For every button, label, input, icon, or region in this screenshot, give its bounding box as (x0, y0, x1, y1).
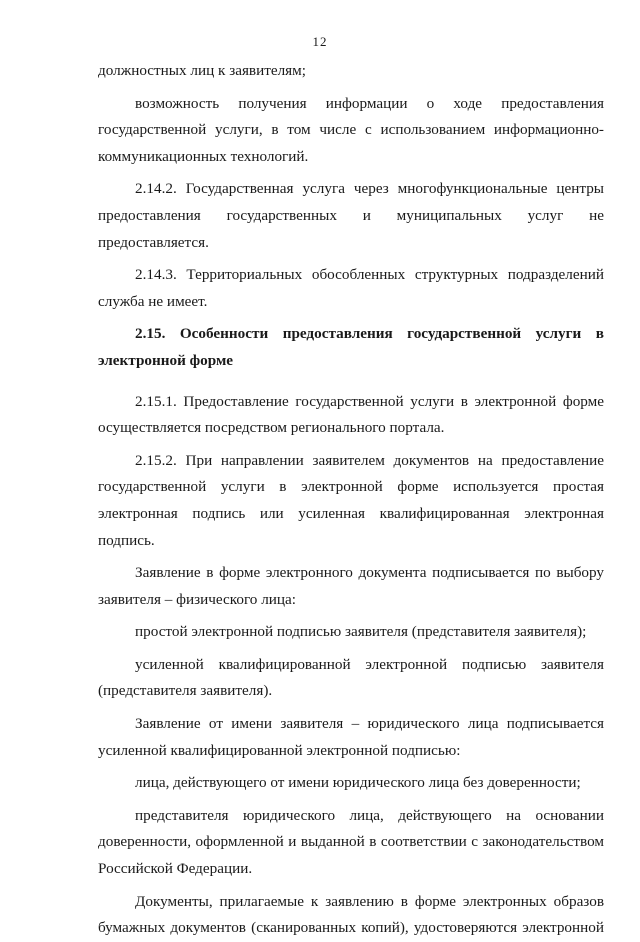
paragraph-individual-application: Заявление в форме электронного документа подписывается по выбору заявителя – физического лица: (98, 564, 604, 608)
paragraph-legal-entity-application: Заявление от имени заявителя – юридического лица подписывается усиленной квалифицированной электронной подписью: (98, 715, 604, 759)
paragraph-officials: должностных лиц к заявителям; (98, 62, 306, 79)
paragraph-representative-with-poa: представителя юридического лица, действующего на основании доверенности, оформленной и выданной в соответствии с законодательством Российской Федерации. (98, 806, 604, 878)
document-body (98, 58, 604, 942)
paragraph-2-15-1: 2.15.1. Предоставление государственной услуги в электронной форме осуществляется посредством регионального портала. (98, 392, 604, 437)
paragraph-2-15-2: 2.15.2. При направлении заявителем документов на предоставление государственной услуги в электронной форме используется простая электронная подпись или усиленная квалифицированная электронная подпись. (98, 451, 604, 549)
paragraph-information-possibility: возможность получения информации о ходе предоставления государственной услуги, в том числе с использованием информационно-коммуникационных технологий. (98, 94, 604, 165)
paragraph-enhanced-signature: усиленной квалифицированной электронной подписью заявителя (представителя заявителя). (98, 655, 604, 700)
page-number: 12 (312, 34, 328, 49)
paragraph-2-14-2: 2.14.2. Государственная услуга через многофункциональные центры предоставления государственных и муниципальных услуг не предоставляется. (98, 180, 604, 251)
paragraph-person-without-poa: лица, действующего от имени юридического лица без доверенности; (135, 774, 581, 792)
paragraph-2-14-3: 2.14.3. Территориальных обособленных структурных подразделений служба не имеет. (98, 266, 604, 310)
section-heading-2-15: 2.15. Особенности предоставления государственной услуги в электронной форме (98, 325, 604, 369)
paragraph-attached-documents: Документы, прилагаемые к заявлению в форме электронных образов бумажных документов (сканированных копий), удостоверяются электронной (98, 892, 604, 937)
paragraph-simple-signature: простой электронной подписью заявителя (представителя заявителя); (135, 623, 587, 641)
